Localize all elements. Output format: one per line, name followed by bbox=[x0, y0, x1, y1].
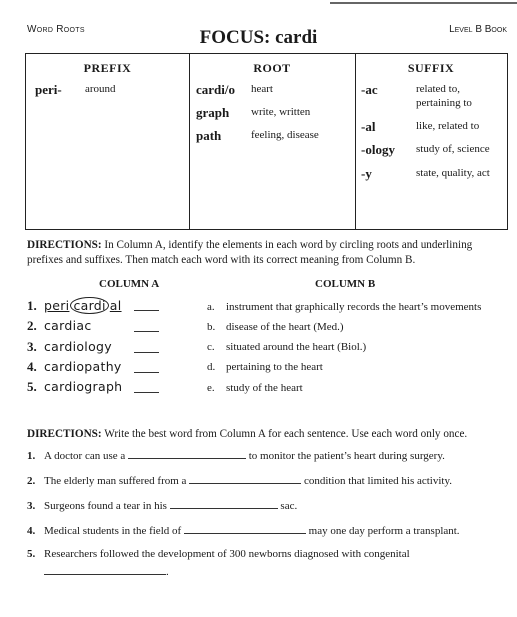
sentence-end: . bbox=[166, 566, 169, 578]
suffix-meaning-cont: pertaining to bbox=[416, 97, 472, 109]
suffix-meaning: related to, bbox=[416, 83, 460, 95]
column-b-item bbox=[207, 321, 344, 333]
sentence-end: condition that limited his activity. bbox=[301, 475, 453, 487]
root-word: path bbox=[196, 128, 222, 143]
sentence-start: Researchers followed the development of 300 newborns diagnosed with congenital bbox=[44, 548, 410, 560]
column-b-heading: COLUMN B bbox=[315, 278, 376, 290]
item-word: cardiograph bbox=[44, 379, 123, 394]
column-b-item bbox=[207, 341, 366, 353]
prefix-heading: PREFIX bbox=[83, 61, 132, 75]
answer-blank[interactable] bbox=[134, 331, 159, 332]
column-a-item bbox=[27, 339, 112, 355]
item-number: 5. bbox=[27, 379, 37, 394]
sentence-start: A doctor can use a bbox=[44, 450, 128, 462]
answer-blank[interactable] bbox=[170, 498, 278, 509]
answer-blank[interactable] bbox=[134, 372, 159, 373]
directions-label: DIRECTIONS: bbox=[27, 239, 102, 251]
root-meaning: feeling, disease bbox=[251, 129, 319, 141]
item-word bbox=[44, 298, 122, 313]
header-left: Word Roots bbox=[27, 24, 85, 35]
column-b-item bbox=[207, 361, 323, 373]
sentence-end: sac. bbox=[277, 500, 298, 512]
item-definition: disease of the heart (Med.) bbox=[226, 321, 344, 333]
item-letter: c. bbox=[207, 341, 215, 353]
item-number: 3. bbox=[27, 339, 37, 354]
column-a-item bbox=[27, 379, 122, 395]
directions-matching bbox=[27, 238, 511, 268]
item-word: cardiopathy bbox=[44, 359, 122, 374]
sentence-number: 2. bbox=[27, 475, 36, 487]
answer-blank[interactable] bbox=[134, 352, 159, 353]
suffix-word: -y bbox=[361, 166, 372, 181]
column-a-item bbox=[27, 318, 92, 334]
prefix-column bbox=[26, 54, 190, 229]
suffix-meaning: state, quality, act bbox=[416, 167, 490, 179]
directions-text: Write the best word from Column A for each sentence. Use each word only once. bbox=[101, 428, 468, 440]
top-rule bbox=[330, 2, 517, 4]
column-a-item bbox=[27, 359, 122, 375]
answer-blank[interactable] bbox=[44, 564, 166, 575]
prefix-meaning: around bbox=[85, 83, 116, 95]
sentence-number: 1. bbox=[27, 450, 36, 462]
directions-fill-in bbox=[27, 427, 511, 442]
column-a-item bbox=[27, 297, 122, 314]
sentence-start: The elderly man suffered from a bbox=[44, 475, 190, 487]
item-number: 2. bbox=[27, 318, 37, 333]
item-definition: instrument that graphically records the heart’s movements bbox=[226, 301, 482, 313]
suffix-heading: SUFFIX bbox=[407, 61, 455, 75]
root-heading: ROOT bbox=[253, 61, 291, 75]
suffix-column bbox=[355, 54, 507, 229]
answer-blank[interactable] bbox=[184, 523, 306, 534]
suffix-word: -ac bbox=[361, 82, 378, 97]
sentence-start: Surgeons found a tear in his bbox=[44, 500, 170, 512]
item-word: cardiology bbox=[44, 339, 112, 354]
sentence bbox=[27, 498, 297, 512]
header-right: Level B Book bbox=[449, 24, 507, 35]
root-column bbox=[189, 54, 356, 229]
answer-blank[interactable] bbox=[134, 310, 159, 311]
sentence-end: to monitor the patient’s heart during surgery. bbox=[246, 450, 445, 462]
item-definition: pertaining to the heart bbox=[226, 361, 323, 373]
item-letter: e. bbox=[207, 382, 215, 394]
word-parts-table bbox=[25, 53, 508, 230]
sentence-continuation bbox=[44, 564, 169, 578]
column-a-heading: COLUMN A bbox=[99, 278, 160, 290]
item-letter: b. bbox=[207, 321, 216, 333]
suffix-word: -al bbox=[361, 119, 376, 134]
root-meaning: write, written bbox=[251, 106, 311, 118]
directions-label: DIRECTIONS: bbox=[27, 428, 102, 440]
sentence-number: 5. bbox=[27, 548, 36, 560]
answer-blank[interactable] bbox=[134, 392, 159, 393]
answer-blank[interactable] bbox=[189, 473, 301, 484]
column-b-item bbox=[207, 301, 481, 313]
item-word: cardiac bbox=[44, 318, 92, 333]
item-definition: study of the heart bbox=[226, 382, 303, 394]
item-number: 4. bbox=[27, 359, 37, 374]
sentence-number: 3. bbox=[27, 500, 36, 512]
sentence bbox=[27, 448, 445, 462]
root-meaning: heart bbox=[251, 83, 273, 95]
item-letter: a. bbox=[207, 301, 215, 313]
sentence-end: may one day perform a transplant. bbox=[305, 525, 460, 537]
root-word: cardi/o bbox=[196, 82, 235, 97]
answer-blank[interactable] bbox=[128, 448, 246, 459]
underlined-prefix: peri bbox=[44, 298, 70, 313]
suffix-word: -ology bbox=[361, 142, 395, 157]
page-title: FOCUS: cardi bbox=[199, 27, 318, 48]
column-b-item bbox=[207, 382, 303, 394]
suffix-meaning: study of, science bbox=[416, 143, 490, 155]
circled-root: cardi bbox=[70, 297, 108, 314]
root-word: graph bbox=[196, 105, 230, 120]
sentence bbox=[27, 548, 410, 560]
prefix-word: peri- bbox=[35, 82, 62, 97]
item-definition: situated around the heart (Biol.) bbox=[226, 341, 367, 353]
suffix-meaning: like, related to bbox=[416, 120, 480, 132]
sentence-number: 4. bbox=[27, 525, 36, 537]
sentence bbox=[27, 523, 460, 537]
underlined-suffix: al bbox=[109, 298, 122, 313]
sentence bbox=[27, 473, 452, 487]
item-number: 1. bbox=[27, 298, 37, 313]
sentence-start: Medical students in the field of bbox=[44, 525, 184, 537]
item-letter: d. bbox=[207, 361, 216, 373]
directions-text: In Column A, identify the elements in each word by circling roots and underlining prefixes and suffixes. Then match each word with its correct meaning from Column B. bbox=[27, 239, 473, 266]
